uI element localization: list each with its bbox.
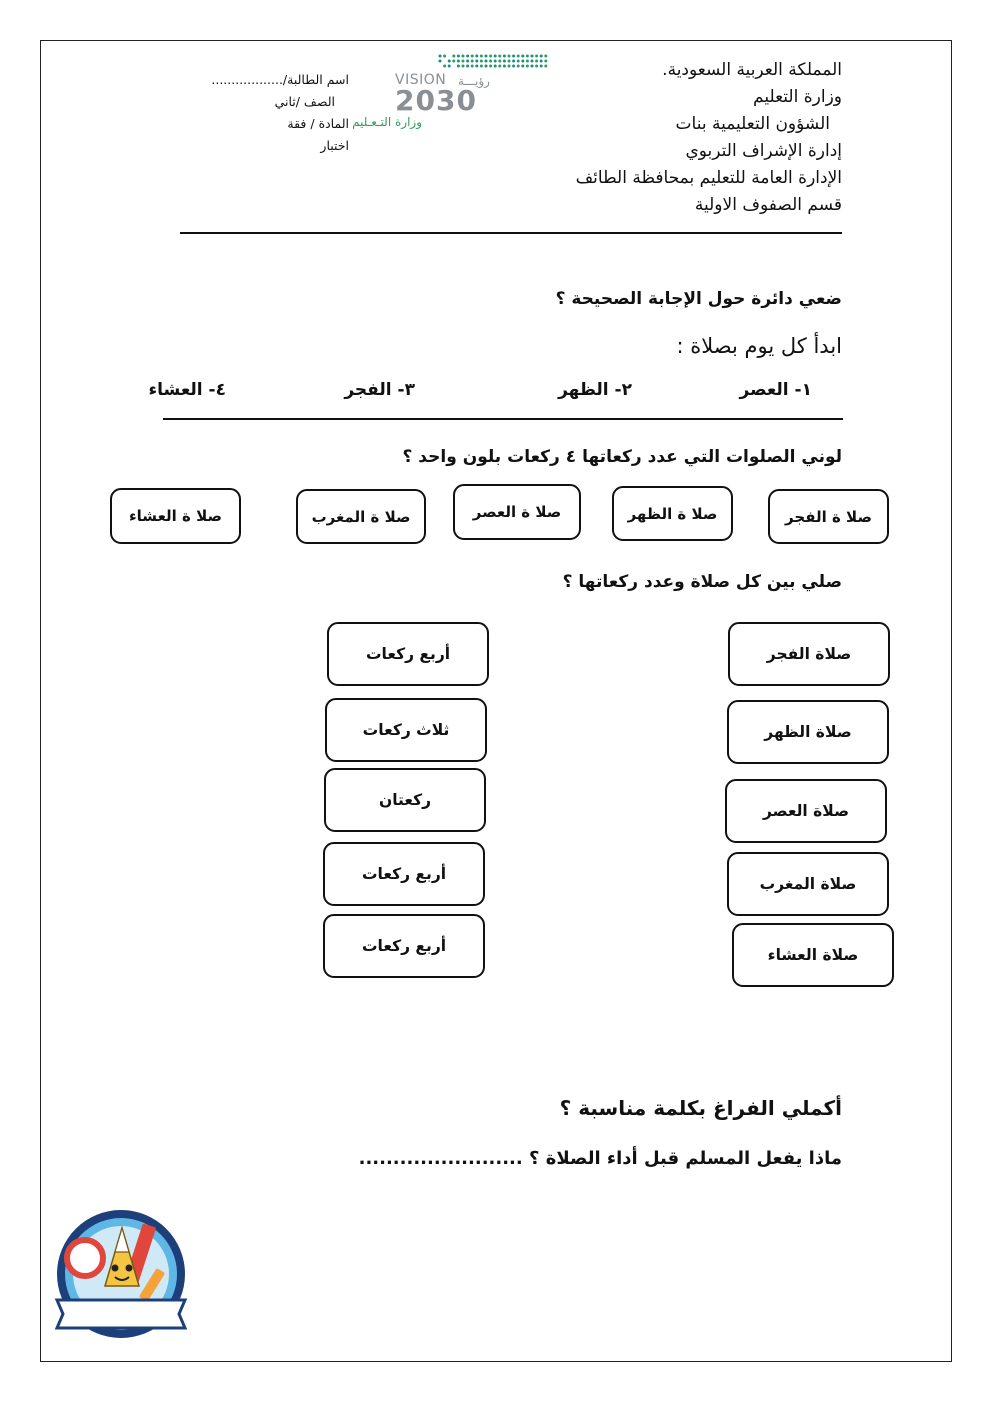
ministry-line: قسم الصفوف الاولية [694, 195, 842, 215]
q3-rakaat-4[interactable]: أربع ركعات [323, 842, 485, 906]
logo-dot [517, 65, 520, 68]
logo-dot [512, 65, 515, 68]
vision-logo-graphic [352, 52, 552, 129]
logo-year-text: 2030 [395, 84, 477, 117]
logo-dot [439, 60, 442, 63]
logo-dot [485, 60, 488, 63]
logo-dot [508, 55, 511, 58]
logo-dot [462, 65, 465, 68]
logo-dot [498, 65, 501, 68]
q3-rakaat-2[interactable]: ثلاث ركعات [325, 698, 487, 762]
logo-dot [471, 55, 474, 58]
q3-prayer-fajr[interactable]: صلاة الفجر [728, 622, 890, 686]
logo-dot [457, 55, 460, 58]
ministry-line: وزارة التعليم [753, 87, 842, 107]
logo-dot [544, 55, 547, 58]
logo-dot [462, 60, 465, 63]
logo-dot [544, 60, 547, 63]
q1-option-1[interactable]: ١- العصر [739, 380, 812, 400]
logo-dot [531, 65, 534, 68]
logo-dot [512, 60, 515, 63]
logo-dot [535, 65, 538, 68]
logo-dot [489, 65, 492, 68]
badge-graphic [55, 1202, 187, 1344]
logo-dot [535, 60, 538, 63]
logo-dot [494, 55, 497, 58]
logo-dot [466, 55, 469, 58]
logo-dot [540, 65, 543, 68]
q1-instruction: ضعي دائرة حول الإجابة الصحيحة ؟ [555, 289, 842, 309]
logo-vision-arabic: رؤيـــة [458, 74, 490, 88]
logo-dot [517, 60, 520, 63]
logo-dot [443, 65, 446, 68]
logo-dot [443, 55, 446, 58]
q2-prayer-dhuhr[interactable]: صلا ة الظهر [612, 486, 733, 541]
student-grade: الصف /ثاني [274, 94, 335, 109]
logo-dot [480, 60, 483, 63]
logo-dot [439, 55, 442, 58]
ministry-header [522, 60, 842, 220]
q2-prayer-maghrib[interactable]: صلا ة المغرب [296, 489, 426, 544]
logo-dots-icon [439, 55, 548, 68]
logo-dot [517, 55, 520, 58]
logo-dot [526, 55, 529, 58]
logo-dot [448, 65, 451, 68]
logo-dot [503, 55, 506, 58]
logo-dot [544, 65, 547, 68]
q1-option-4[interactable]: ٤- العشاء [148, 380, 226, 400]
vision-2030-logo [352, 52, 552, 129]
logo-vision-text: VISION [395, 72, 447, 88]
q2-prayer-isha[interactable]: صلا ة العشاء [110, 488, 241, 544]
student-subject: المادة / فقة [287, 116, 349, 131]
student-info [169, 72, 349, 152]
header-divider [180, 232, 842, 234]
logo-dot [508, 65, 511, 68]
logo-dot [485, 65, 488, 68]
logo-dot [498, 60, 501, 63]
q3-prayer-maghrib[interactable]: صلاة المغرب [727, 852, 889, 916]
logo-dot [531, 60, 534, 63]
logo-dot [531, 55, 534, 58]
logo-dot [485, 55, 488, 58]
logo-dot [475, 55, 478, 58]
logo-dot [471, 60, 474, 63]
q3-rakaat-5[interactable]: أربع ركعات [323, 914, 485, 978]
q3-prayer-dhuhr[interactable]: صلاة الظهر [727, 700, 889, 764]
logo-dot [526, 60, 529, 63]
logo-dot [512, 55, 515, 58]
ministry-line: المملكة العربية السعودية. [662, 60, 842, 80]
q1-option-3[interactable]: ٣- الفجر [344, 380, 415, 400]
logo-dot [526, 65, 529, 68]
logo-dot [540, 55, 543, 58]
logo-dot [466, 65, 469, 68]
q3-instruction: صلي بين كل صلاة وعدد ركعاتها ؟ [562, 572, 842, 592]
q3-prayer-asr[interactable]: صلاة العصر [725, 779, 887, 843]
ministry-line: إدارة الإشراف التربوي [685, 141, 842, 161]
logo-dot [521, 60, 524, 63]
logo-dot [462, 55, 465, 58]
q1-option-2[interactable]: ٢- الظهر [558, 380, 632, 400]
logo-dot [452, 55, 455, 58]
q4-instruction: أكملي الفراغ بكلمة مناسبة ؟ [559, 1096, 842, 1120]
logo-dot [475, 60, 478, 63]
logo-dot [466, 60, 469, 63]
logo-dot [535, 55, 538, 58]
ministry-line: الشؤون التعليمية بنات [675, 114, 830, 134]
logo-dot [480, 65, 483, 68]
logo-dot [494, 65, 497, 68]
logo-dot [489, 60, 492, 63]
q3-prayer-isha[interactable]: صلاة العشاء [732, 923, 894, 987]
logo-dot [521, 65, 524, 68]
logo-dot [489, 55, 492, 58]
q2-prayer-fajr[interactable]: صلا ة الفجر [768, 489, 889, 544]
logo-dot [452, 60, 455, 63]
q3-rakaat-1[interactable]: أربع ركعات [327, 622, 489, 686]
q4-question[interactable]: ماذا يفعل المسلم قبل أداء الصلاة ؟ ........................ [358, 1148, 842, 1169]
q2-prayer-asr[interactable]: صلا ة العصر [453, 484, 581, 540]
logo-dot [494, 60, 497, 63]
logo-dot [508, 60, 511, 63]
logo-dot [457, 60, 460, 63]
stationery-badge [55, 1202, 187, 1344]
logo-dot [480, 55, 483, 58]
logo-dot [503, 65, 506, 68]
q3-rakaat-3[interactable]: ركعتان [324, 768, 486, 832]
logo-ministry-text: وزارة التـعـليم [352, 115, 422, 129]
q2-instruction: لوني الصلوات التي عدد ركعاتها ٤ ركعات بلون واحد ؟ [402, 447, 842, 467]
logo-dot [521, 55, 524, 58]
badge-ribbon [57, 1300, 185, 1328]
logo-dot [503, 60, 506, 63]
logo-dot [448, 60, 451, 63]
student-name-field[interactable]: اسم الطالبة/.................. [211, 72, 349, 87]
ministry-line: الإدارة العامة للتعليم بمحافظة الطائف [575, 168, 842, 188]
student-exam-label: اختبار [320, 138, 349, 153]
logo-dot [540, 60, 543, 63]
logo-dot [457, 65, 460, 68]
logo-dot [471, 65, 474, 68]
magnifier-icon [67, 1240, 103, 1276]
logo-dot [475, 65, 478, 68]
q1-divider [163, 418, 843, 420]
q1-question: ابدأ كل يوم بصلاة : [676, 334, 842, 358]
logo-dot [498, 55, 501, 58]
